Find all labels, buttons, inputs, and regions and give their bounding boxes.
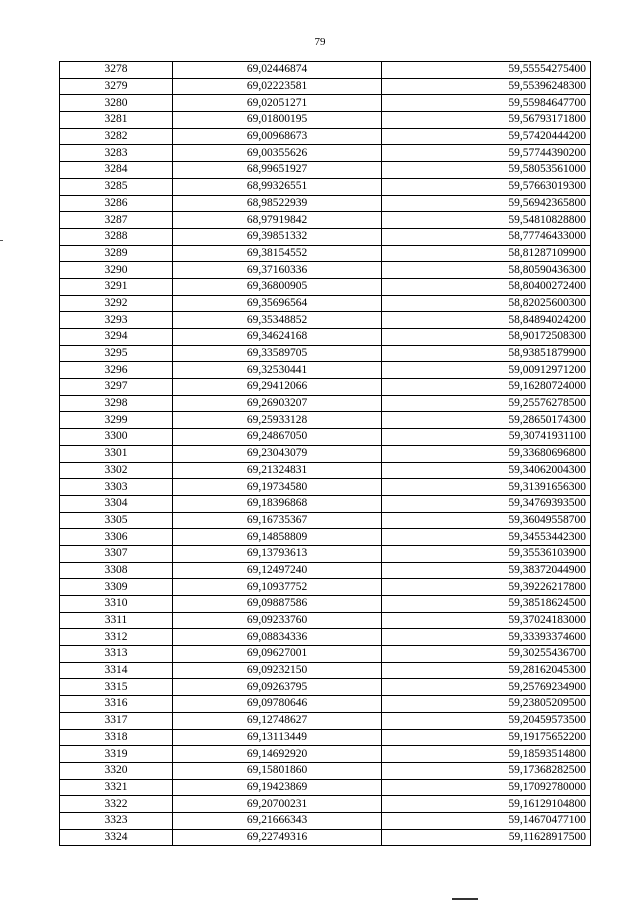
point-number-cell: 3310 (60, 596, 173, 613)
point-number-cell: 3293 (60, 312, 173, 329)
x-coordinate-cell: 68,99326551 (173, 178, 382, 195)
x-coordinate-cell: 68,98522939 (173, 195, 382, 212)
page-number: 79 (314, 36, 326, 48)
x-coordinate-cell: 69,20700231 (173, 796, 382, 813)
point-number-cell: 3309 (60, 579, 173, 596)
y-coordinate-cell: 59,57420444200 (382, 128, 591, 145)
point-number-cell: 3319 (60, 746, 173, 763)
point-number-cell: 3300 (60, 429, 173, 446)
point-number-cell: 3292 (60, 295, 173, 312)
y-coordinate-cell: 59,30255436700 (382, 646, 591, 663)
point-number-cell: 3316 (60, 696, 173, 713)
point-number-cell: 3282 (60, 128, 173, 145)
table-row (60, 228, 591, 245)
table-row (60, 78, 591, 95)
y-coordinate-cell: 58,93851879900 (382, 345, 591, 362)
table-row (60, 762, 591, 779)
y-coordinate-cell: 59,55554275400 (382, 62, 591, 79)
table-row (60, 495, 591, 512)
table-row (60, 462, 591, 479)
table-row (60, 545, 591, 562)
table-row (60, 62, 591, 79)
y-coordinate-cell: 59,25576278500 (382, 395, 591, 412)
table-row (60, 312, 591, 329)
y-coordinate-cell: 59,57663019300 (382, 178, 591, 195)
table-row (60, 112, 591, 129)
point-number-cell: 3297 (60, 379, 173, 396)
y-coordinate-cell: 59,25769234900 (382, 679, 591, 696)
x-coordinate-cell: 69,01800195 (173, 112, 382, 129)
point-number-cell: 3294 (60, 329, 173, 346)
y-coordinate-cell: 59,31391656300 (382, 479, 591, 496)
table-row (60, 696, 591, 713)
table-row (60, 278, 591, 295)
x-coordinate-cell: 69,14692920 (173, 746, 382, 763)
x-coordinate-cell: 69,33589705 (173, 345, 382, 362)
table-row (60, 412, 591, 429)
scan-bottom-mark (452, 898, 478, 900)
x-coordinate-cell: 69,21666343 (173, 812, 382, 829)
y-coordinate-cell: 59,34062004300 (382, 462, 591, 479)
table-row (60, 345, 591, 362)
x-coordinate-cell: 69,25933128 (173, 412, 382, 429)
x-coordinate-cell: 69,14858809 (173, 529, 382, 546)
point-number-cell: 3311 (60, 612, 173, 629)
point-number-cell: 3295 (60, 345, 173, 362)
x-coordinate-cell: 69,09780646 (173, 696, 382, 713)
x-coordinate-cell: 69,35348852 (173, 312, 382, 329)
point-number-cell: 3283 (60, 145, 173, 162)
point-number-cell: 3287 (60, 212, 173, 229)
table-row (60, 612, 591, 629)
table-row (60, 812, 591, 829)
point-number-cell: 3306 (60, 529, 173, 546)
table-row (60, 395, 591, 412)
table-row (60, 562, 591, 579)
point-number-cell: 3307 (60, 545, 173, 562)
y-coordinate-cell: 59,34769393500 (382, 495, 591, 512)
point-number-cell: 3284 (60, 162, 173, 179)
y-coordinate-cell: 59,38372044900 (382, 562, 591, 579)
y-coordinate-cell: 59,34553442300 (382, 529, 591, 546)
point-number-cell: 3308 (60, 562, 173, 579)
point-number-cell: 3317 (60, 712, 173, 729)
x-coordinate-cell: 69,19423869 (173, 779, 382, 796)
table-row (60, 479, 591, 496)
point-number-cell: 3303 (60, 479, 173, 496)
table-row (60, 712, 591, 729)
x-coordinate-cell: 69,10937752 (173, 579, 382, 596)
x-coordinate-cell: 69,02223581 (173, 78, 382, 95)
point-number-cell: 3298 (60, 395, 173, 412)
table-row (60, 829, 591, 846)
table-row (60, 362, 591, 379)
point-number-cell: 3286 (60, 195, 173, 212)
x-coordinate-cell: 69,29412066 (173, 379, 382, 396)
y-coordinate-cell: 59,55396248300 (382, 78, 591, 95)
point-number-cell: 3299 (60, 412, 173, 429)
x-coordinate-cell: 69,21324831 (173, 462, 382, 479)
y-coordinate-cell: 58,81287109900 (382, 245, 591, 262)
point-number-cell: 3320 (60, 762, 173, 779)
point-number-cell: 3279 (60, 78, 173, 95)
table-row (60, 195, 591, 212)
y-coordinate-cell: 59,33393374600 (382, 629, 591, 646)
y-coordinate-cell: 59,33680696800 (382, 445, 591, 462)
table-row (60, 329, 591, 346)
table-row (60, 729, 591, 746)
x-coordinate-cell: 69,22749316 (173, 829, 382, 846)
x-coordinate-cell: 69,35696564 (173, 295, 382, 312)
y-coordinate-cell: 58,82025600300 (382, 295, 591, 312)
table-row (60, 779, 591, 796)
point-number-cell: 3291 (60, 278, 173, 295)
x-coordinate-cell: 69,16735367 (173, 512, 382, 529)
y-coordinate-cell: 59,58053561000 (382, 162, 591, 179)
y-coordinate-cell: 59,17368282500 (382, 762, 591, 779)
y-coordinate-cell: 59,37024183000 (382, 612, 591, 629)
point-number-cell: 3302 (60, 462, 173, 479)
y-coordinate-cell: 59,28650174300 (382, 412, 591, 429)
y-coordinate-cell: 59,11628917500 (382, 829, 591, 846)
x-coordinate-cell: 69,23043079 (173, 445, 382, 462)
table-row (60, 429, 591, 446)
table-row (60, 529, 591, 546)
y-coordinate-cell: 59,28162045300 (382, 662, 591, 679)
point-number-cell: 3323 (60, 812, 173, 829)
table-body (60, 62, 591, 846)
y-coordinate-cell: 59,36049558700 (382, 512, 591, 529)
y-coordinate-cell: 58,90172508300 (382, 329, 591, 346)
point-number-cell: 3304 (60, 495, 173, 512)
point-number-cell: 3305 (60, 512, 173, 529)
x-coordinate-cell: 69,12748627 (173, 712, 382, 729)
x-coordinate-cell: 69,32530441 (173, 362, 382, 379)
y-coordinate-cell: 59,23805209500 (382, 696, 591, 713)
table-row (60, 579, 591, 596)
table-row (60, 646, 591, 663)
table-row (60, 178, 591, 195)
x-coordinate-cell: 69,19734580 (173, 479, 382, 496)
x-coordinate-cell: 69,09232150 (173, 662, 382, 679)
point-number-cell: 3322 (60, 796, 173, 813)
table-row (60, 746, 591, 763)
x-coordinate-cell: 69,38154552 (173, 245, 382, 262)
x-coordinate-cell: 69,00355626 (173, 145, 382, 162)
table-row (60, 512, 591, 529)
table-row (60, 662, 591, 679)
x-coordinate-cell: 69,09627001 (173, 646, 382, 663)
x-coordinate-cell: 68,97919842 (173, 212, 382, 229)
x-coordinate-cell: 69,02051271 (173, 95, 382, 112)
point-number-cell: 3315 (60, 679, 173, 696)
point-number-cell: 3289 (60, 245, 173, 262)
table-row (60, 445, 591, 462)
x-coordinate-cell: 69,13793613 (173, 545, 382, 562)
coordinates-table (59, 61, 591, 846)
y-coordinate-cell: 59,54810828800 (382, 212, 591, 229)
x-coordinate-cell: 69,12497240 (173, 562, 382, 579)
table-row (60, 295, 591, 312)
point-number-cell: 3296 (60, 362, 173, 379)
y-coordinate-cell: 59,14670477100 (382, 812, 591, 829)
x-coordinate-cell: 69,15801860 (173, 762, 382, 779)
x-coordinate-cell: 69,09263795 (173, 679, 382, 696)
x-coordinate-cell: 69,26903207 (173, 395, 382, 412)
x-coordinate-cell: 69,08834336 (173, 629, 382, 646)
y-coordinate-cell: 59,19175652200 (382, 729, 591, 746)
x-coordinate-cell: 69,09233760 (173, 612, 382, 629)
x-coordinate-cell: 69,18396868 (173, 495, 382, 512)
y-coordinate-cell: 59,39226217800 (382, 579, 591, 596)
y-coordinate-cell: 58,80590436300 (382, 262, 591, 279)
table-row (60, 212, 591, 229)
x-coordinate-cell: 69,36800905 (173, 278, 382, 295)
point-number-cell: 3278 (60, 62, 173, 79)
x-coordinate-cell: 69,37160336 (173, 262, 382, 279)
point-number-cell: 3318 (60, 729, 173, 746)
scan-edge-mark (0, 240, 3, 241)
point-number-cell: 3280 (60, 95, 173, 112)
point-number-cell: 3314 (60, 662, 173, 679)
y-coordinate-cell: 59,17092780000 (382, 779, 591, 796)
table-row (60, 379, 591, 396)
table-row (60, 95, 591, 112)
y-coordinate-cell: 59,18593514800 (382, 746, 591, 763)
table-row (60, 145, 591, 162)
y-coordinate-cell: 59,56942365800 (382, 195, 591, 212)
point-number-cell: 3290 (60, 262, 173, 279)
table-row (60, 596, 591, 613)
x-coordinate-cell: 69,24867050 (173, 429, 382, 446)
table-row (60, 262, 591, 279)
y-coordinate-cell: 59,56793171800 (382, 112, 591, 129)
x-coordinate-cell: 68,99651927 (173, 162, 382, 179)
x-coordinate-cell: 69,00968673 (173, 128, 382, 145)
x-coordinate-cell: 69,02446874 (173, 62, 382, 79)
y-coordinate-cell: 59,00912971200 (382, 362, 591, 379)
x-coordinate-cell: 69,09887586 (173, 596, 382, 613)
y-coordinate-cell: 59,30741931100 (382, 429, 591, 446)
y-coordinate-cell: 58,77746433000 (382, 228, 591, 245)
y-coordinate-cell: 59,16280724000 (382, 379, 591, 396)
x-coordinate-cell: 69,13113449 (173, 729, 382, 746)
point-number-cell: 3301 (60, 445, 173, 462)
y-coordinate-cell: 59,16129104800 (382, 796, 591, 813)
point-number-cell: 3288 (60, 228, 173, 245)
x-coordinate-cell: 69,39851332 (173, 228, 382, 245)
table-row (60, 128, 591, 145)
y-coordinate-cell: 59,38518624500 (382, 596, 591, 613)
table-row (60, 245, 591, 262)
table-row (60, 679, 591, 696)
point-number-cell: 3313 (60, 646, 173, 663)
x-coordinate-cell: 69,34624168 (173, 329, 382, 346)
point-number-cell: 3312 (60, 629, 173, 646)
y-coordinate-cell: 59,57744390200 (382, 145, 591, 162)
y-coordinate-cell: 59,35536103900 (382, 545, 591, 562)
y-coordinate-cell: 59,20459573500 (382, 712, 591, 729)
table-row (60, 796, 591, 813)
point-number-cell: 3281 (60, 112, 173, 129)
y-coordinate-cell: 58,84894024200 (382, 312, 591, 329)
point-number-cell: 3285 (60, 178, 173, 195)
y-coordinate-cell: 59,55984647700 (382, 95, 591, 112)
point-number-cell: 3324 (60, 829, 173, 846)
table-row (60, 162, 591, 179)
point-number-cell: 3321 (60, 779, 173, 796)
y-coordinate-cell: 58,80400272400 (382, 278, 591, 295)
table-row (60, 629, 591, 646)
